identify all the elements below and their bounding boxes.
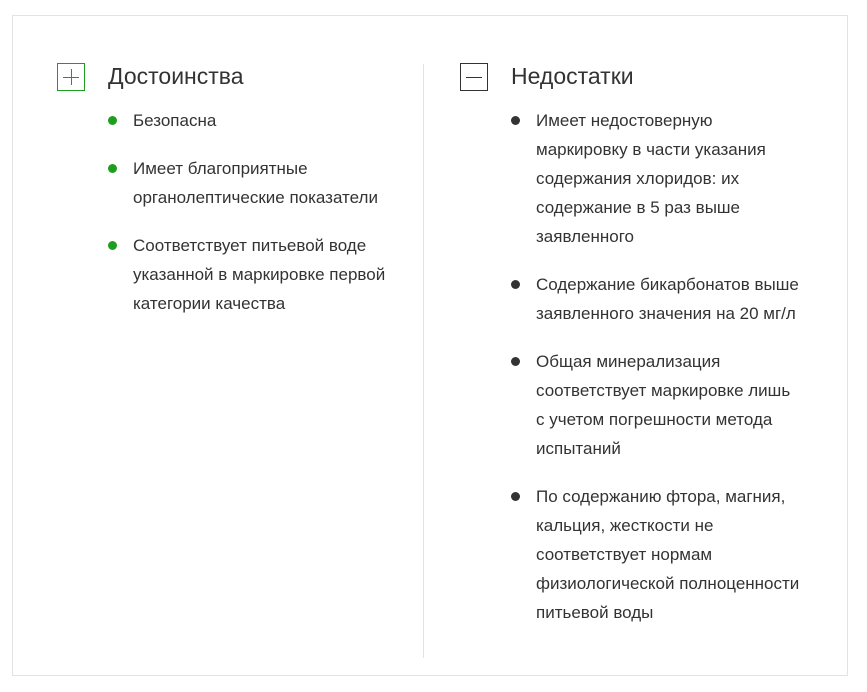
list-item (511, 482, 801, 627)
bullet-icon (108, 164, 117, 173)
list-item (511, 347, 801, 463)
pros-title: Достоинства (108, 63, 244, 89)
cons-item-text: Имеет недостоверную маркировку в части указания содержания хлоридов: их содержание в 5 раз выше заявленного (536, 111, 766, 246)
pros-item-text: Соответствует питьевой воде указанной в маркировке первой категории качества (133, 236, 386, 313)
pros-cons-card (12, 15, 848, 676)
cons-item-text: По содержанию фтора, магния, кальция, жесткости не соответствует нормам физиологической полноценности питьевой воды (536, 487, 800, 622)
bullet-icon (511, 116, 520, 125)
cons-column (460, 63, 820, 622)
bullet-icon (511, 357, 520, 366)
plus-icon (57, 63, 85, 91)
pros-list (108, 106, 398, 337)
cons-list (511, 106, 801, 646)
column-divider (423, 64, 424, 658)
bullet-icon (108, 116, 117, 125)
cons-item-text: Содержание бикарбонатов выше заявленного значения на 20 мг/л (536, 275, 799, 323)
bullet-icon (511, 280, 520, 289)
pros-header (57, 63, 407, 91)
pros-item-text: Безопасна (133, 111, 217, 130)
list-item (108, 154, 398, 212)
list-item (108, 106, 398, 135)
list-item (108, 231, 398, 318)
cons-title: Недостатки (511, 63, 634, 89)
cons-item-text: Общая минерализация соответствует маркировке лишь с учетом погрешности метода испытаний (536, 352, 791, 458)
pros-column (57, 63, 407, 313)
list-item (511, 270, 801, 328)
minus-icon (460, 63, 488, 91)
bullet-icon (511, 492, 520, 501)
bullet-icon (108, 241, 117, 250)
list-item (511, 106, 801, 251)
pros-item-text: Имеет благоприятные органолептические показатели (133, 159, 378, 207)
cons-header (460, 63, 820, 91)
